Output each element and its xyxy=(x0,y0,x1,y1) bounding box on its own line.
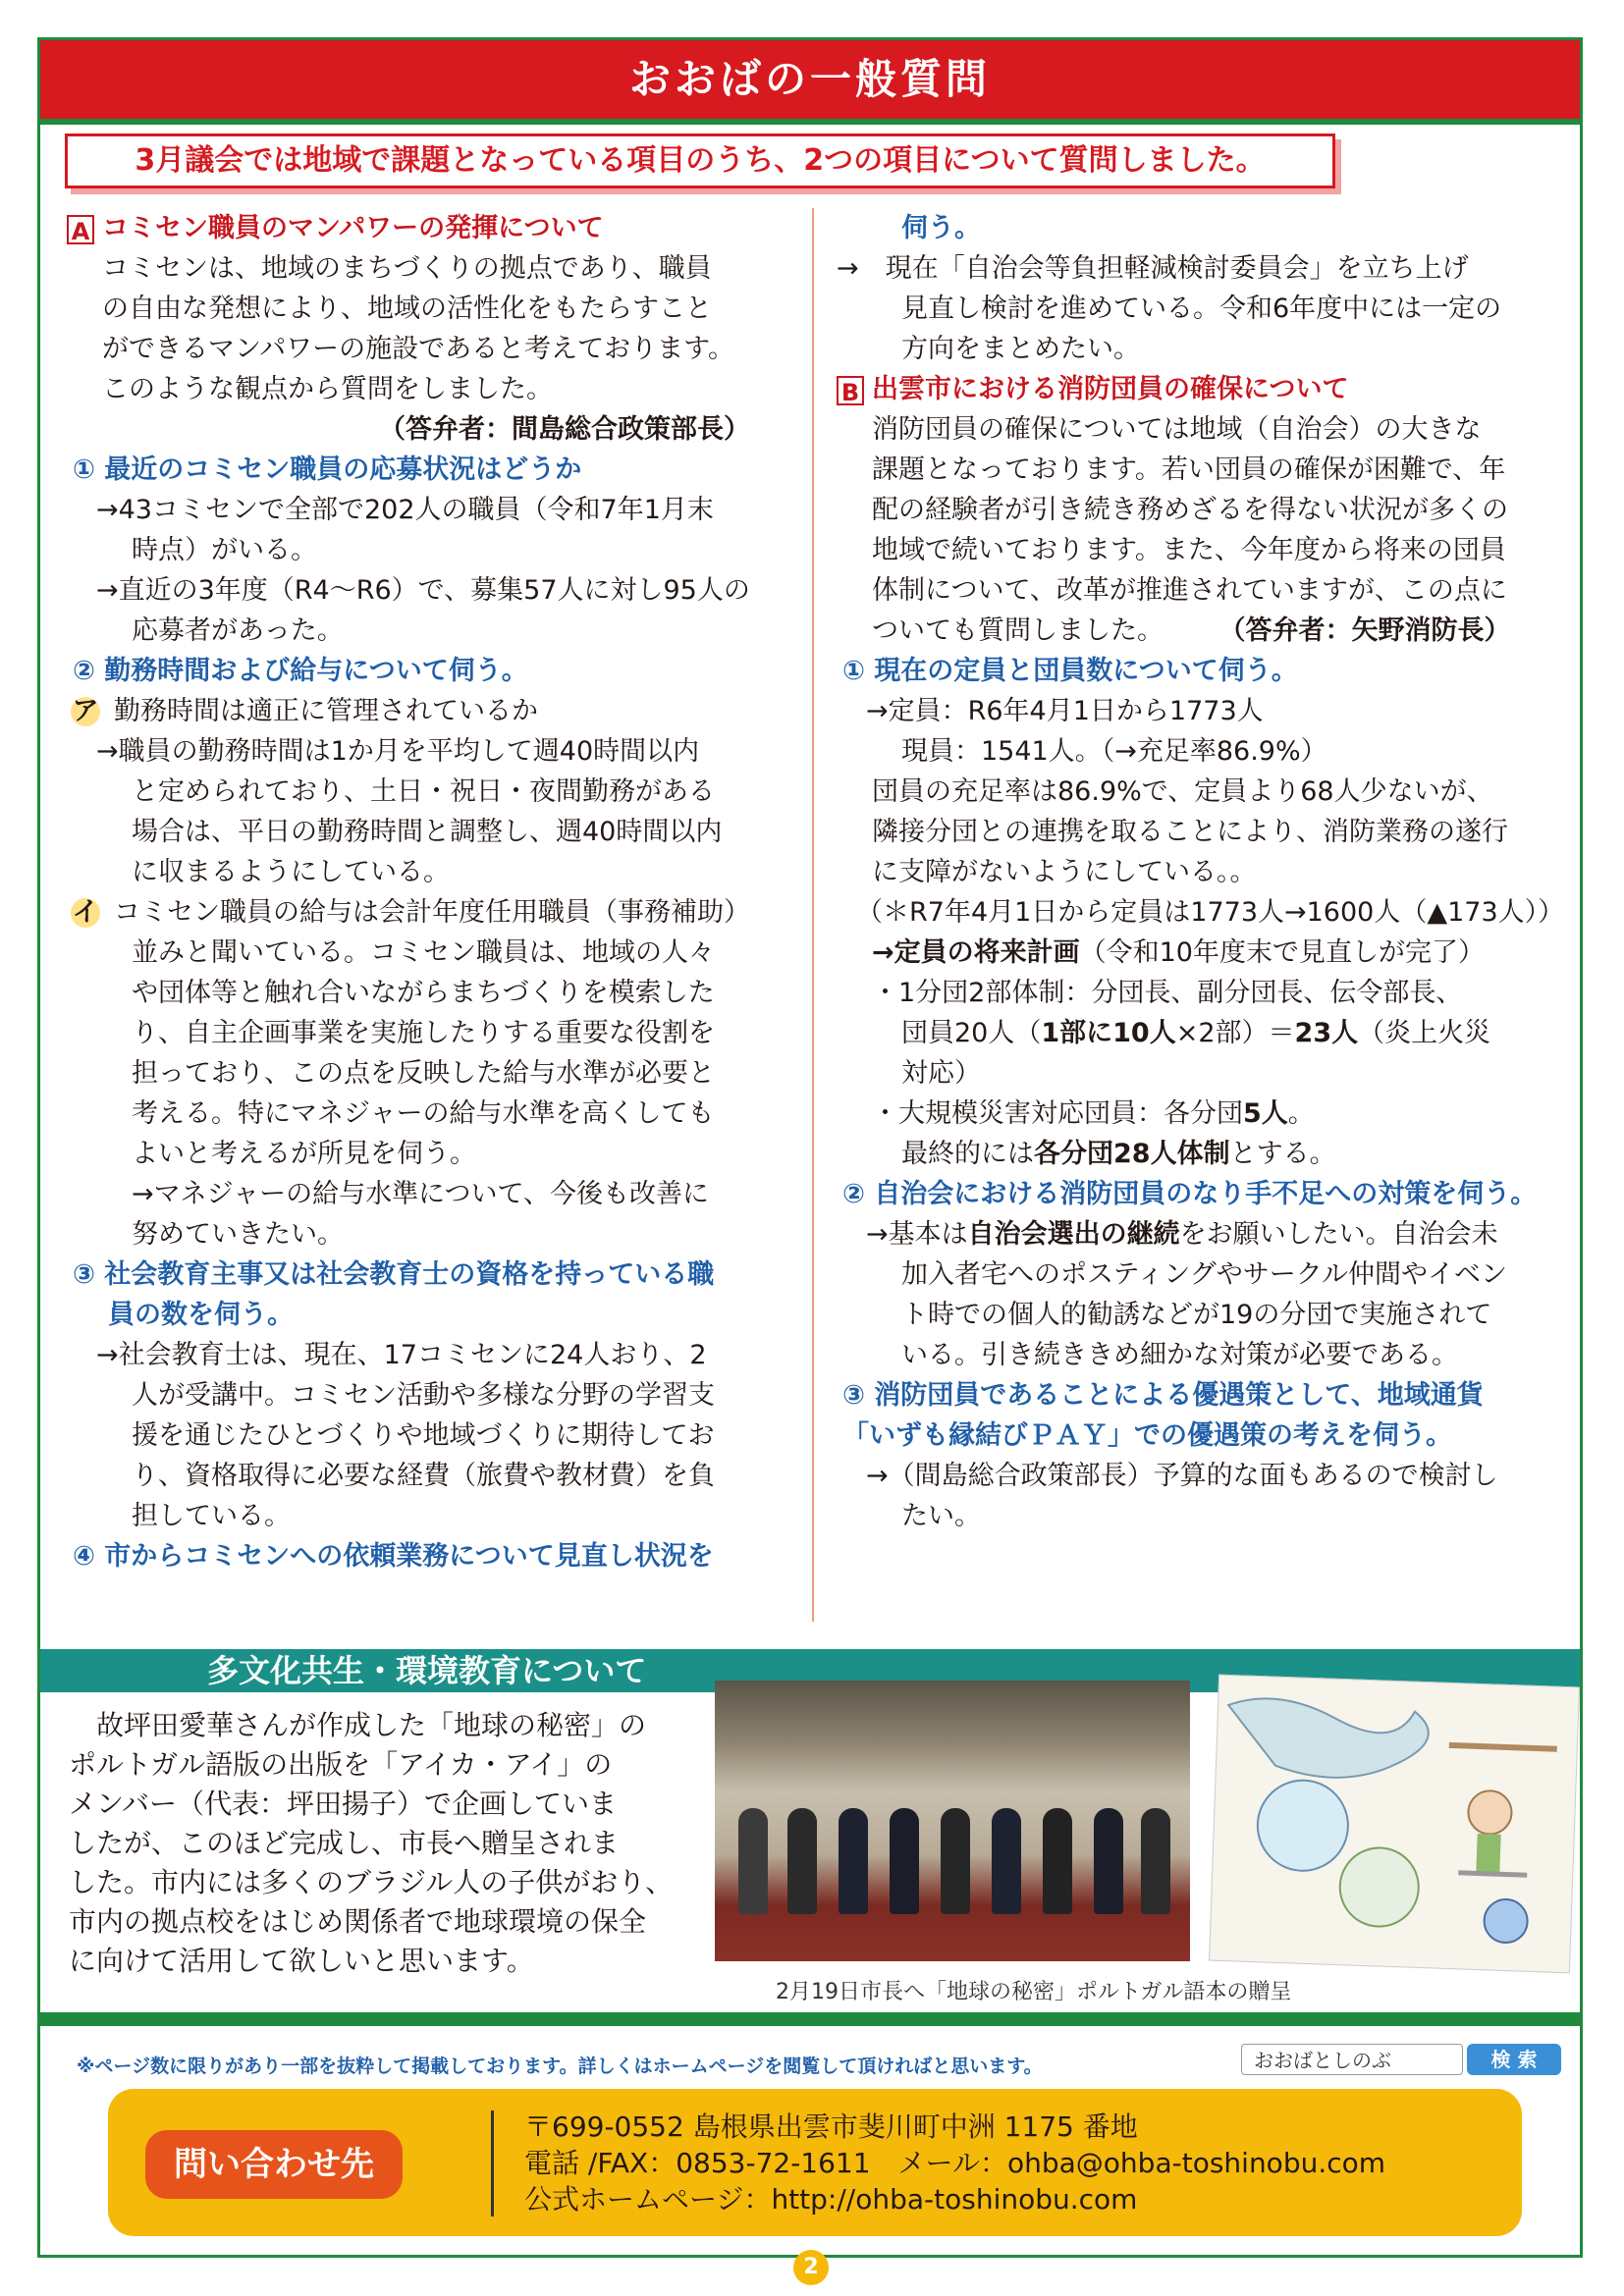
plan-item-2-bold: 5人 xyxy=(1243,1098,1288,1129)
plan-arrow: → xyxy=(872,937,894,968)
section-a-respondent: （答弁者：間島総合政策部長） xyxy=(379,414,750,445)
title-rule xyxy=(40,119,1580,125)
person-figure xyxy=(1094,1808,1123,1914)
section-b-respondent: （答弁者：矢野消防長） xyxy=(1232,615,1511,646)
search-button[interactable]: 検 索 xyxy=(1467,2044,1561,2075)
plan-title: 定員の将来計画 xyxy=(893,937,1080,968)
section-a-heading xyxy=(67,208,750,248)
plan-item-2 xyxy=(837,1094,1564,1134)
section-a-q2b-6: 考える。特にマネジャーの給与水準を高くしても xyxy=(132,1098,715,1129)
plan-item-1b-pre: 団員20人（ xyxy=(901,1018,1042,1048)
section-a-badge: A xyxy=(67,215,94,244)
section2-title: 多文化共生・環境教育について xyxy=(207,1652,647,1689)
section-a-a3-4: り、資格取得に必要な経費（旅費や教材費）を負 xyxy=(132,1461,715,1491)
section-b-a1-text-1: 団員の充足率は86.9%で、定員より68人少ないが、 xyxy=(872,776,1493,807)
section-a-q2b-7: よいと考えるが所見を伺う。 xyxy=(132,1139,476,1169)
book-illustration xyxy=(1209,1675,1580,1974)
section-a-a3-2: 人が受講中。コミセン活動や多様な分野の学習支 xyxy=(132,1380,715,1411)
section-b-q3-1: ③ 消防団員であることによる優遇策として、地域通貨 xyxy=(842,1380,1484,1411)
presentation-photo xyxy=(715,1681,1190,1961)
person-figure xyxy=(890,1808,919,1914)
section2-body-line: 市内の拠点校をはじめ関係者で地球環境の保全 xyxy=(69,1905,647,1938)
section-a-a4-3: 方向をまとめたい。 xyxy=(901,334,1140,364)
section-a-q2a-text: 勤務時間は適正に管理されているか xyxy=(114,696,538,726)
person-figure xyxy=(738,1808,768,1914)
section-a-intro-1: コミセンは、地域のまちづくりの拠点であり、職員 xyxy=(102,253,712,284)
section2-body-line: ポルトガル語版の出版を「アイカ・アイ」の xyxy=(69,1748,613,1781)
contact-details xyxy=(524,2109,1385,2217)
section-a-intro-4: このような観点から質問をしました。 xyxy=(102,374,553,404)
plan-item-1b-bold: 1部に10人 xyxy=(1041,1018,1176,1048)
section-a-q4-cont: 伺う。 xyxy=(901,213,981,243)
section-b-plan xyxy=(837,933,1564,973)
section-a-a3-1: →社会教育士は、現在、17コミセンに24人おり、2 xyxy=(96,1340,707,1370)
page-number: 2 xyxy=(793,2250,829,2285)
marker-i: イ xyxy=(72,897,99,928)
section-b-q2: ② 自治会における消防団員のなり手不足への対策を伺う。 xyxy=(842,1179,1538,1209)
section-a-q2b-text: コミセン職員の給与は会計年度任用職員（事務補助） xyxy=(114,897,750,928)
title-bar xyxy=(40,40,1580,119)
section-a-q4: ④ 市からコミセンへの依頼業務について見直し状況を xyxy=(73,1541,714,1572)
section-a-a1-4: 応募者があった。 xyxy=(132,615,344,646)
section-a-q1: ① 最近のコミセン職員の応募状況はどうか xyxy=(73,454,582,485)
person-figure xyxy=(787,1808,817,1914)
section-a-a4-1: → 現在「自治会等負担軽減検討委員会」を立ち上げ xyxy=(837,253,1469,284)
section-b-q1: ① 現在の定員と団員数について伺う。 xyxy=(842,656,1298,686)
contact-phone-email[interactable]: 電話 /FAX：0853-72-1611 メール：ohba@ohba-toshinobu.com xyxy=(524,2147,1386,2179)
section-b-heading xyxy=(837,369,1564,409)
section-a-a2b-1: →マネジャーの給与水準について、今後も改善に xyxy=(132,1179,710,1209)
contact-divider xyxy=(491,2110,494,2216)
section-a-a1-1: →43コミセンで全部で202人の職員（令和7年1月末 xyxy=(96,495,714,525)
section-b-intro-1: 消防団員の確保については地域（自治会）の大きな xyxy=(872,414,1482,445)
column-divider xyxy=(812,208,814,1622)
section2-body-line: メンバー（代表：坪田揚子）で企画していま xyxy=(69,1788,618,1820)
person-figure xyxy=(992,1808,1021,1914)
section-b-badge: B xyxy=(837,376,864,405)
section-a-a1-3: →直近の3年度（R4〜R6）で、募集57人に対し95人の xyxy=(96,575,750,606)
section2-body-line: 故坪田愛華さんが作成した「地球の秘密」の xyxy=(69,1709,647,1741)
section-b-q3-2: 「いずも縁結びＰＡＹ」での優遇策の考えを伺う。 xyxy=(842,1420,1452,1451)
right-column xyxy=(837,208,1564,1536)
section-b-a1-text-3: に支障がないようにしている。。 xyxy=(872,857,1257,887)
contact-label: 問い合わせ先 xyxy=(145,2130,403,2199)
section2-body-line: に向けて活用して欲しいと思います。 xyxy=(69,1945,534,1977)
section-b-a1-text-2: 隣接分団との連携を取ることにより、消防業務の遂行 xyxy=(872,817,1508,847)
contact-box xyxy=(108,2089,1522,2236)
section-b-intro-2: 課題となっております。若い団員の確保が困難で、年 xyxy=(872,454,1506,485)
section-b-a2-post: をお願いしたい。自治会未 xyxy=(1179,1219,1498,1250)
plan-item-2-pre: ・大規模災害対応団員：各分団 xyxy=(872,1098,1243,1129)
plan-item-1b-post: （炎上火災 xyxy=(1358,1018,1491,1048)
section-a-a2a-4: に収まるようにしている。 xyxy=(132,857,450,887)
book-illustration-graphic xyxy=(1210,1676,1579,1973)
section-b-a2-bold: 自治会選出の継続 xyxy=(967,1219,1180,1250)
section2-body-line: した。市内には多くのブラジル人の子供がおり、 xyxy=(69,1866,674,1898)
person-figure xyxy=(941,1808,970,1914)
section-b-a1-2: 現員：1541人。（→充足率86.9%） xyxy=(901,736,1327,767)
left-column xyxy=(67,208,750,1576)
section-a-q2b xyxy=(67,892,750,933)
plan-item-2-post: 。 xyxy=(1287,1098,1315,1129)
plan-item-3-pre: 最終的には xyxy=(901,1139,1034,1169)
photo-caption: 2月19日市長へ「地球の秘密」ポルトガル語本の贈呈 xyxy=(776,1980,1292,2004)
plan-suffix: （令和10年度末で見直しが完了） xyxy=(1079,937,1485,968)
section-a-q2: ② 勤務時間および給与について伺う。 xyxy=(73,656,528,686)
section-b-a2-3: ト時での個人的勧誘などが19の分団で実施されて xyxy=(901,1300,1492,1330)
section-b-intro-6 xyxy=(837,611,1564,651)
plan-item-3 xyxy=(837,1134,1564,1174)
person-figure xyxy=(1043,1808,1072,1914)
section-b-heading-text: 出雲市における消防団員の確保について xyxy=(872,374,1349,404)
section2-body xyxy=(69,1706,673,1981)
footer-note: ※ページ数に限りがあり一部を抜粋して掲載しております。詳しくはホームページを閲覧して頂ければと思います。 xyxy=(77,2056,1043,2077)
intro-banner xyxy=(65,133,1335,188)
person-figure xyxy=(1141,1808,1170,1914)
section-b-a1-note: （＊R7年4月1日から定員は1773人→1600人（▲173人）） xyxy=(856,897,1565,928)
section-a-q2a xyxy=(67,691,750,731)
section-b-a2-2: 加入者宅へのポスティングやサークル仲間やイベン xyxy=(901,1259,1507,1290)
plan-item-3-bold: 各分団28人体制 xyxy=(1034,1139,1230,1169)
section-a-q2b-4: り、自主企画事業を実施したりする重要な役割を xyxy=(132,1018,715,1048)
section-a-q3-2: 員の数を伺う。 xyxy=(108,1300,294,1330)
section-b-a2-1 xyxy=(837,1214,1564,1255)
person-figure xyxy=(839,1808,868,1914)
section2-body-line: したが、このほど完成し、市長へ贈呈されま xyxy=(69,1827,620,1859)
plan-item-1b xyxy=(837,1013,1564,1053)
section-a-a2b-2: 努めていきたい。 xyxy=(132,1219,344,1250)
plan-item-1c: 対応） xyxy=(901,1058,981,1089)
section-a-intro-3: ができるマンパワーの施設であると考えております。 xyxy=(102,334,734,364)
section-b-intro-4: 地域で続いております。また、今年度から将来の団員 xyxy=(872,535,1506,565)
search-input[interactable]: おおばとしのぶ xyxy=(1241,2044,1463,2075)
section-a-q2b-3: や団体等と触れ合いながらまちづくりを模索した xyxy=(132,978,715,1008)
section-a-q2b-5: 担っており、この点を反映した給与水準が必要と xyxy=(132,1058,715,1089)
intro-banner-text: 3月議会では地域で課題となっている項目のうち、2つの項目について質問しました。 xyxy=(135,143,1266,178)
section-a-a1-2: 時点）がいる。 xyxy=(132,535,317,565)
page-title: おおばの一般質問 xyxy=(628,55,991,103)
section-a-a4-2: 見直し検討を進めている。令和6年度中には一定の xyxy=(901,294,1502,324)
section-a-q3-1: ③ 社会教育主事又は社会教育士の資格を持っている職 xyxy=(73,1259,715,1290)
section-b-a3-2: たい。 xyxy=(901,1501,981,1531)
section-b-a1-1: →定員：R6年4月1日から1773人 xyxy=(866,696,1264,726)
section-b-a2-4: いる。引き続ききめ細かな対策が必要である。 xyxy=(901,1340,1458,1370)
plan-item-1b-mid: ×2部）＝ xyxy=(1175,1018,1295,1048)
plan-item-1b-bold2: 23人 xyxy=(1294,1018,1359,1048)
section-a-q2b-2: 並みと聞いている。コミセン職員は、地域の人々 xyxy=(132,937,715,968)
section-b-intro-3: 配の経験者が引き続き務めざるを得ない状況が多くの xyxy=(872,495,1508,525)
contact-address: 〒699-0552 島根県出雲市斐川町中洲 1175 番地 xyxy=(524,2110,1138,2143)
section-b-intro-6-text: ついても質問しました。 xyxy=(872,615,1164,646)
section-a-a2a-3: 場合は、平日の勤務時間と調整し、週40時間以内 xyxy=(132,817,723,847)
marker-a: ア xyxy=(72,696,99,726)
section-b-intro-5: 体制について、改革が推進されていますが、この点に xyxy=(872,575,1507,606)
section-a-a2a-2: と定められており、土日・祝日・夜間勤務がある xyxy=(132,776,715,807)
section-a-a2a-1: →職員の勤務時間は1か月を平均して週40時間以内 xyxy=(96,736,700,767)
section-b-a3-1: →（間島総合政策部長）予算的な面もあるので検討し xyxy=(866,1461,1498,1491)
section-a-a3-3: 援を通じたひとづくりや地域づくりに期待してお xyxy=(132,1420,715,1451)
section-b-a2-pre: →基本は xyxy=(866,1219,968,1250)
section-a-a3-5: 担している。 xyxy=(132,1501,291,1531)
plan-item-3-post: とする。 xyxy=(1229,1139,1336,1169)
plan-item-1: ・1分団2部体制：分団長、副分団長、伝令部長、 xyxy=(872,978,1463,1008)
footer-rule xyxy=(40,2012,1580,2026)
section-a-heading-text: コミセン職員のマンパワーの発揮について xyxy=(102,213,604,243)
contact-website[interactable]: 公式ホームページ：http://ohba-toshinobu.com xyxy=(524,2183,1138,2216)
section-a-intro-2: の自由な発想により、地域の活性化をもたらすこと xyxy=(102,294,712,324)
